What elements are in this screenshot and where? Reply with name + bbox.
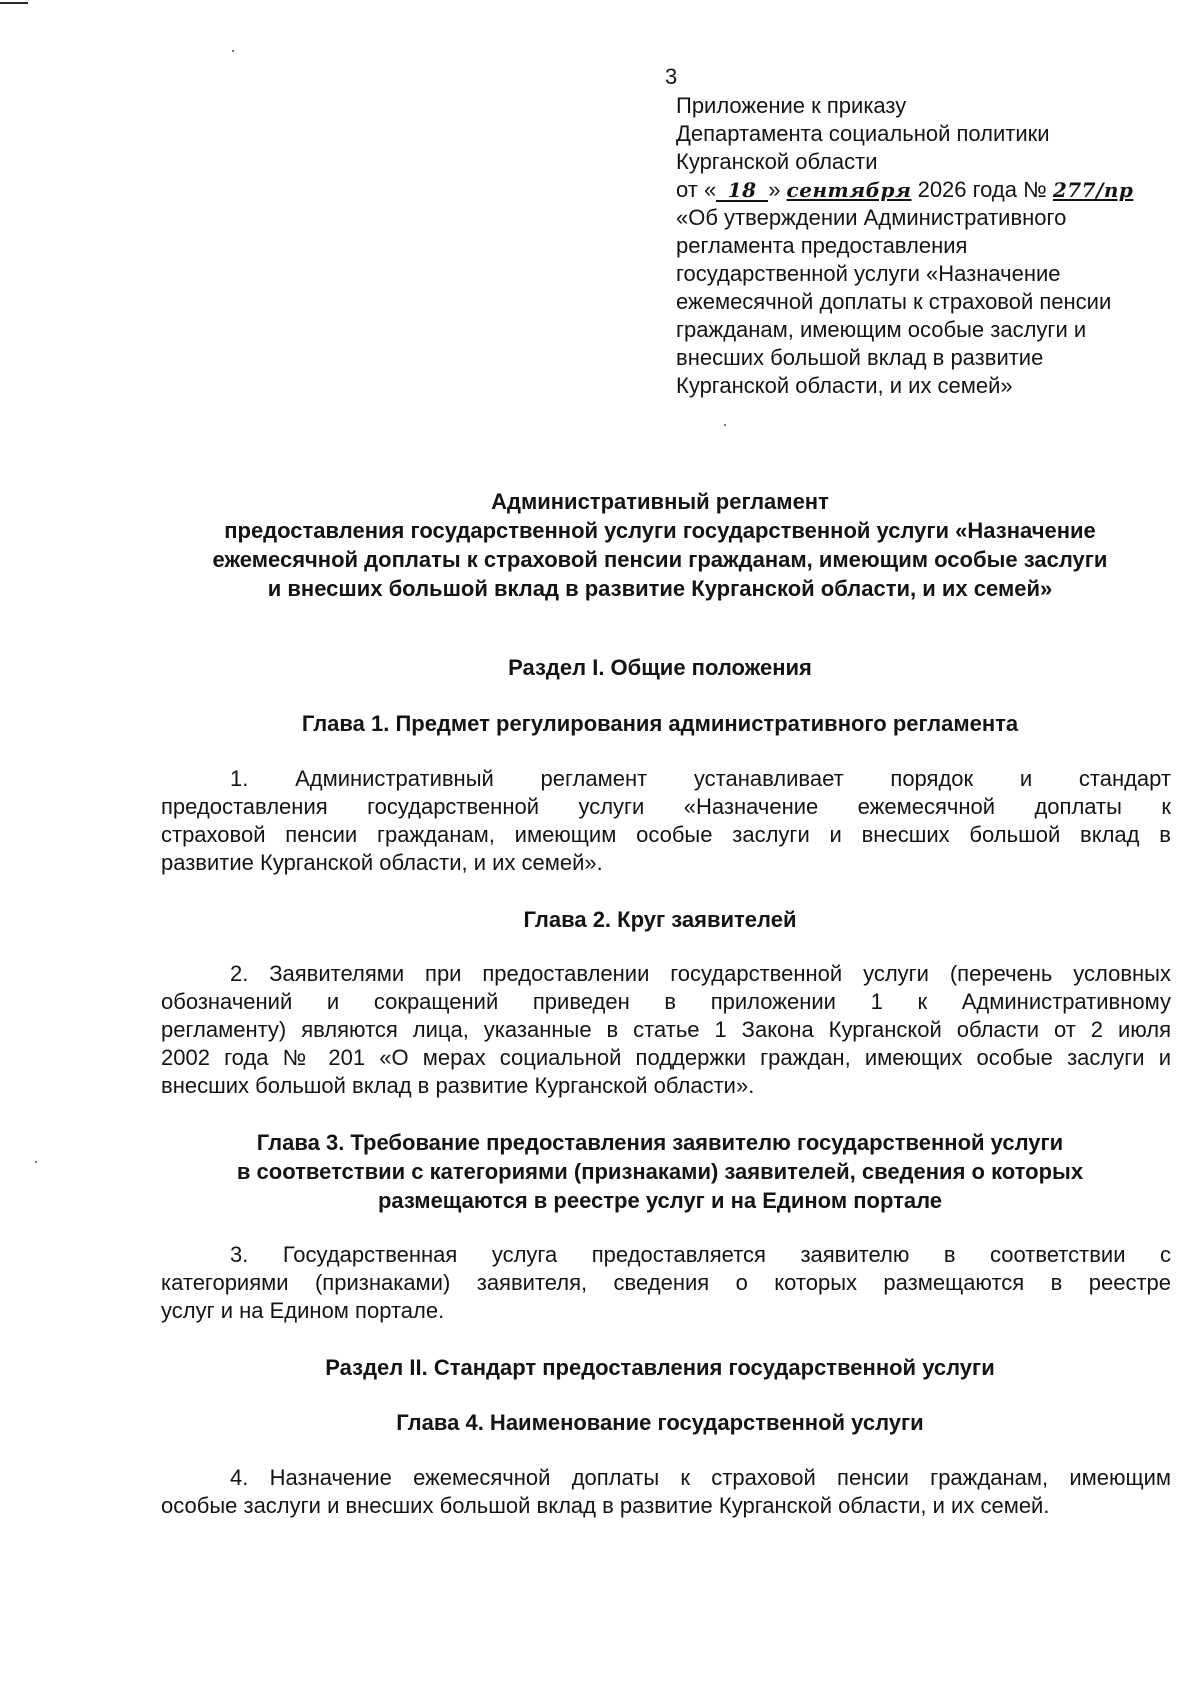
date-prefix: от « xyxy=(676,177,717,202)
date-mid: » xyxy=(768,177,787,202)
appendix-line: гражданам, имеющим особые заслуги и xyxy=(676,317,1087,342)
chapter-heading-text: размещаются в реестре услуг и на Едином портале xyxy=(377,1188,943,1213)
handwritten-day: 18 xyxy=(716,180,768,202)
chapter-heading-text: Глава 2. Круг заявителей xyxy=(523,907,797,932)
scan-speck xyxy=(724,424,726,426)
paragraph-line: особые заслуги и внесших большой вклад в развитие Курганской области, и их семей. xyxy=(161,1493,1050,1518)
appendix-line: ежемесячной доплаты к страховой пенсии xyxy=(676,289,1112,314)
chapter-3-heading xyxy=(150,1128,1170,1215)
handwritten-month: сентября xyxy=(786,178,912,202)
section-heading-text: Раздел I. Общие положения xyxy=(508,655,812,680)
paragraph-line: 3. Государственная услуга предоставляется заявителю в соответствии с xyxy=(230,1242,1171,1267)
appendix-line: государственной услуги «Назначение xyxy=(676,261,1061,286)
appendix-line: Департамента социальной политики xyxy=(676,121,1050,146)
section-2-heading xyxy=(150,1353,1170,1382)
paragraph-line: 2002 года № 201 «О мерах социальной поддержки граждан, имеющих особые заслуги и xyxy=(161,1045,1171,1070)
paragraph-line: услуг и на Едином портале. xyxy=(161,1298,445,1323)
paragraph-line: 4. Назначение ежемесячной доплаты к страховой пенсии гражданам, имеющим xyxy=(230,1465,1171,1490)
document-title xyxy=(150,487,1170,603)
title-line: предоставления государственной услуги государственной услуги «Назначение xyxy=(224,518,1096,543)
appendix-line: регламента предоставления xyxy=(676,233,968,258)
paragraph-line: 1. Административный регламент устанавливает порядок и стандарт xyxy=(230,766,1171,791)
page-number: 3 xyxy=(665,64,678,89)
title-line: и внесших большой вклад в развитие Курганской области, и их семей» xyxy=(267,576,1053,601)
appendix-line: внесших большой вклад в развитие xyxy=(676,345,1044,370)
title-line: Административный регламент xyxy=(491,489,829,514)
paragraph-4 xyxy=(161,1464,1171,1520)
chapter-4-heading xyxy=(150,1408,1170,1437)
paragraph-line: категориями (признаками) заявителя, сведения о которых размещаются в реестре xyxy=(161,1270,1171,1295)
paragraph-line: развитие Курганской области, и их семей». xyxy=(161,850,603,875)
appendix-line: Приложение к приказу xyxy=(676,93,907,118)
appendix-date-line xyxy=(676,176,1176,204)
section-heading-text: Раздел II. Стандарт предоставления государственной услуги xyxy=(325,1355,995,1380)
paragraph-line: страховой пенсии гражданам, имеющим особые заслуги и внесших большой вклад в xyxy=(161,822,1171,847)
scan-speck xyxy=(232,50,234,52)
handwritten-order-number: 277/пр xyxy=(1052,178,1134,202)
paragraph-line: 2. Заявителями при предоставлении государственной услуги (перечень условных xyxy=(230,961,1171,986)
appendix-line: Курганской области xyxy=(676,149,878,174)
paragraph-line: внесших большой вклад в развитие Курганской области». xyxy=(161,1073,755,1098)
paragraph-line: предоставления государственной услуги «Назначение ежемесячной доплаты к xyxy=(161,794,1171,819)
chapter-heading-text: Глава 3. Требование предоставления заявителю государственной услуги xyxy=(256,1130,1064,1155)
chapter-2-heading xyxy=(150,905,1170,934)
date-year: 2026 года № xyxy=(911,177,1053,202)
paragraph-line: регламенту) являются лица, указанные в статье 1 Закона Курганской области от 2 июля xyxy=(161,1017,1171,1042)
title-line: ежемесячной доплаты к страховой пенсии гражданам, имеющим особые заслуги xyxy=(212,547,1108,572)
paragraph-line: обозначений и сокращений приведен в приложении 1 к Административному xyxy=(161,989,1171,1014)
paragraph-3 xyxy=(161,1241,1171,1325)
paragraph-2 xyxy=(161,960,1171,1100)
scan-edge-mark xyxy=(0,2,28,4)
appendix-line: Курганской области, и их семей» xyxy=(676,373,1013,398)
paragraph-1 xyxy=(161,765,1171,877)
chapter-1-heading xyxy=(150,709,1170,738)
chapter-heading-text: Глава 4. Наименование государственной услуги xyxy=(396,1410,924,1435)
scan-speck xyxy=(35,1161,37,1163)
section-1-heading xyxy=(150,653,1170,682)
appendix-block xyxy=(676,92,1176,400)
appendix-line: «Об утверждении Административного xyxy=(676,205,1067,230)
chapter-heading-text: в соответствии с категориями (признаками) заявителей, сведения о которых xyxy=(236,1159,1084,1184)
chapter-heading-text: Глава 1. Предмет регулирования административного регламента xyxy=(301,711,1019,736)
